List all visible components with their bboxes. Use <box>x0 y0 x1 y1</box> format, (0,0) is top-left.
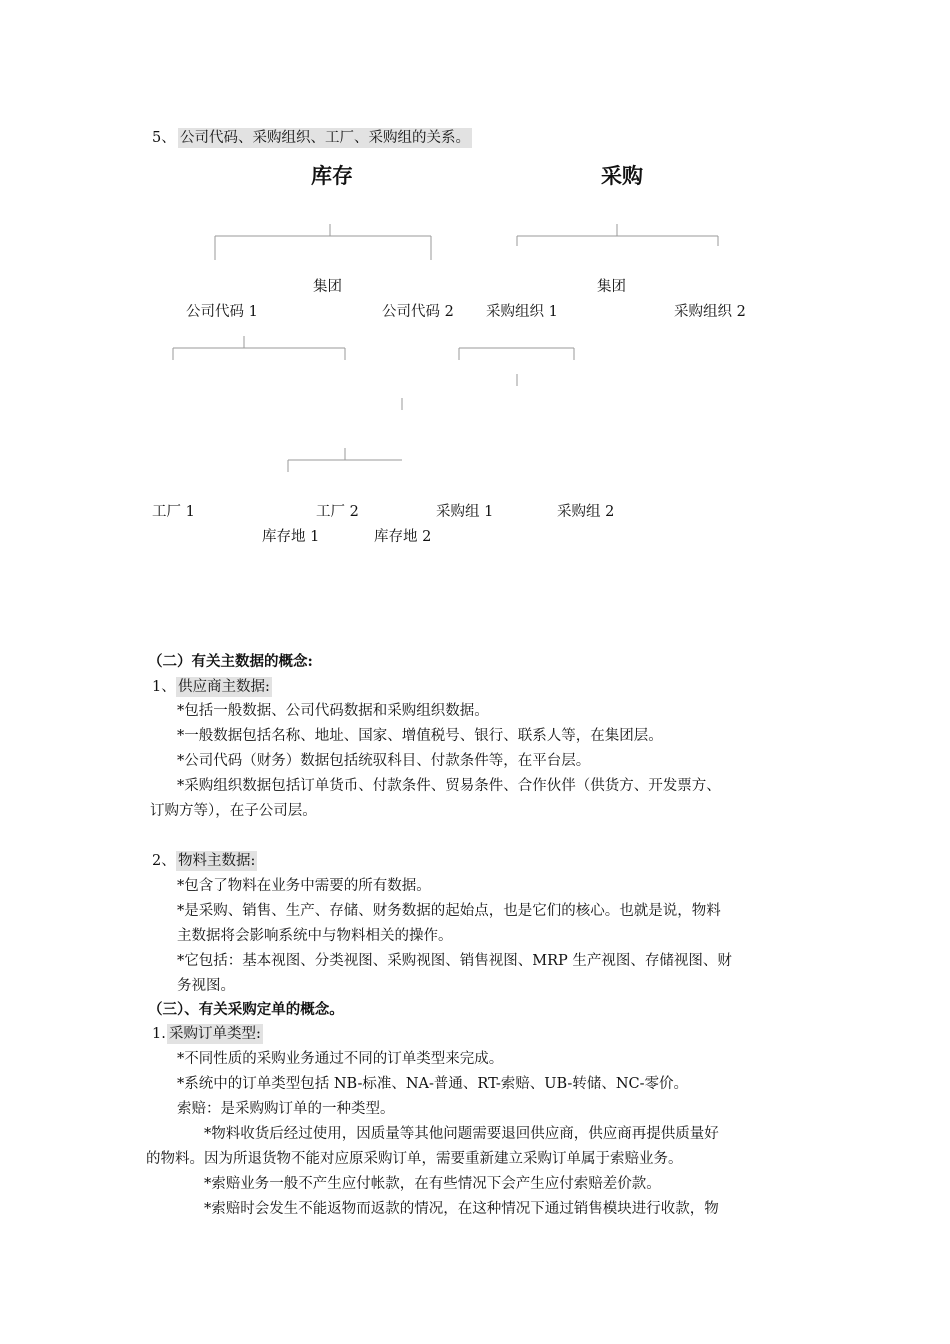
material-line: 务视图。 <box>177 978 235 994</box>
purch-org-1-node: 采购组织 1 <box>486 304 558 320</box>
purch-group-2-node: 采购组 2 <box>557 504 615 520</box>
vendor-line: 订购方等），在子公司层。 <box>150 803 317 819</box>
vendor-number: 1、 <box>152 679 176 695</box>
material-number: 2、 <box>152 853 176 869</box>
inventory-heading: 库存 <box>311 164 353 188</box>
plant-1-node: 工厂 1 <box>152 504 195 520</box>
section-title: 公司代码、采购组织、工厂、采购组的关系。 <box>180 130 470 146</box>
purchasing-heading: 采购 <box>601 164 643 188</box>
group-node-left: 集团 <box>313 279 342 295</box>
group-node-right: 集团 <box>597 279 626 295</box>
order-types-line: *不同性质的采购业务通过不同的订单类型来完成。 <box>177 1051 504 1067</box>
purch-group-1-node: 采购组 1 <box>436 504 494 520</box>
vendor-line: *公司代码（财务）数据包括统驭科目、付款条件等，在平台层。 <box>177 753 591 769</box>
company-code-2-node: 公司代码 2 <box>382 304 454 320</box>
order-types-line: *索赔业务一般不产生应付帐款，在有些情况下会产生应付索赔差价款。 <box>204 1176 661 1192</box>
material-title: 物料主数据: <box>178 853 256 869</box>
vendor-line: *采购组织数据包括订单货币、付款条件、贸易条件、合作伙伴（供货方、开发票方、 <box>177 778 721 794</box>
order-types-line: *物料收货后经过使用，因质量等其他问题需要退回供应商，供应商再提供质量好 <box>204 1126 719 1142</box>
order-types-line: *系统中的订单类型包括 NB-标准、NA-普通、RT-索赔、UB-转储、NC-零价。 <box>177 1076 689 1092</box>
vendor-title: 供应商主数据: <box>178 679 270 695</box>
material-line: 主数据将会影响系统中与物料相关的操作。 <box>177 928 453 944</box>
order-types-number: 1. <box>152 1026 166 1042</box>
vendor-line: *一般数据包括名称、地址、国家、增值税号、银行、联系人等，在集团层。 <box>177 728 663 744</box>
order-types-line: 的物料。因为所退货物不能对应原采购订单，需要重新建立采购订单属于索赔业务。 <box>146 1151 683 1167</box>
order-types-line: *索赔时会发生不能返物而返款的情况，在这种情况下通过销售模块进行收款，物 <box>204 1201 719 1217</box>
purchase-order-heading: （三）、有关采购定单的概念。 <box>148 1001 344 1018</box>
vendor-line: *包括一般数据、公司代码数据和采购组织数据。 <box>177 703 489 719</box>
order-types-title: 采购订单类型: <box>169 1026 261 1042</box>
order-types-line: 索赔：是采购购订单的一种类型。 <box>177 1101 395 1117</box>
material-line: *是采购、销售、生产、存储、财务数据的起始点，也是它们的核心。也就是说，物料 <box>177 903 721 919</box>
material-line: *包含了物料在业务中需要的所有数据。 <box>177 878 431 894</box>
master-data-heading: （二）有关主数据的概念: <box>148 653 313 670</box>
plant-2-node: 工厂 2 <box>316 504 359 520</box>
storage-loc-2-node: 库存地 2 <box>374 529 432 545</box>
section-number: 5、 <box>152 130 176 146</box>
company-code-1-node: 公司代码 1 <box>186 304 258 320</box>
purch-org-2-node: 采购组织 2 <box>674 304 746 320</box>
storage-loc-1-node: 库存地 1 <box>262 529 320 545</box>
material-line: *它包括：基本视图、分类视图、采购视图、销售视图、MRP 生产视图、存储视图、财 <box>177 953 732 969</box>
